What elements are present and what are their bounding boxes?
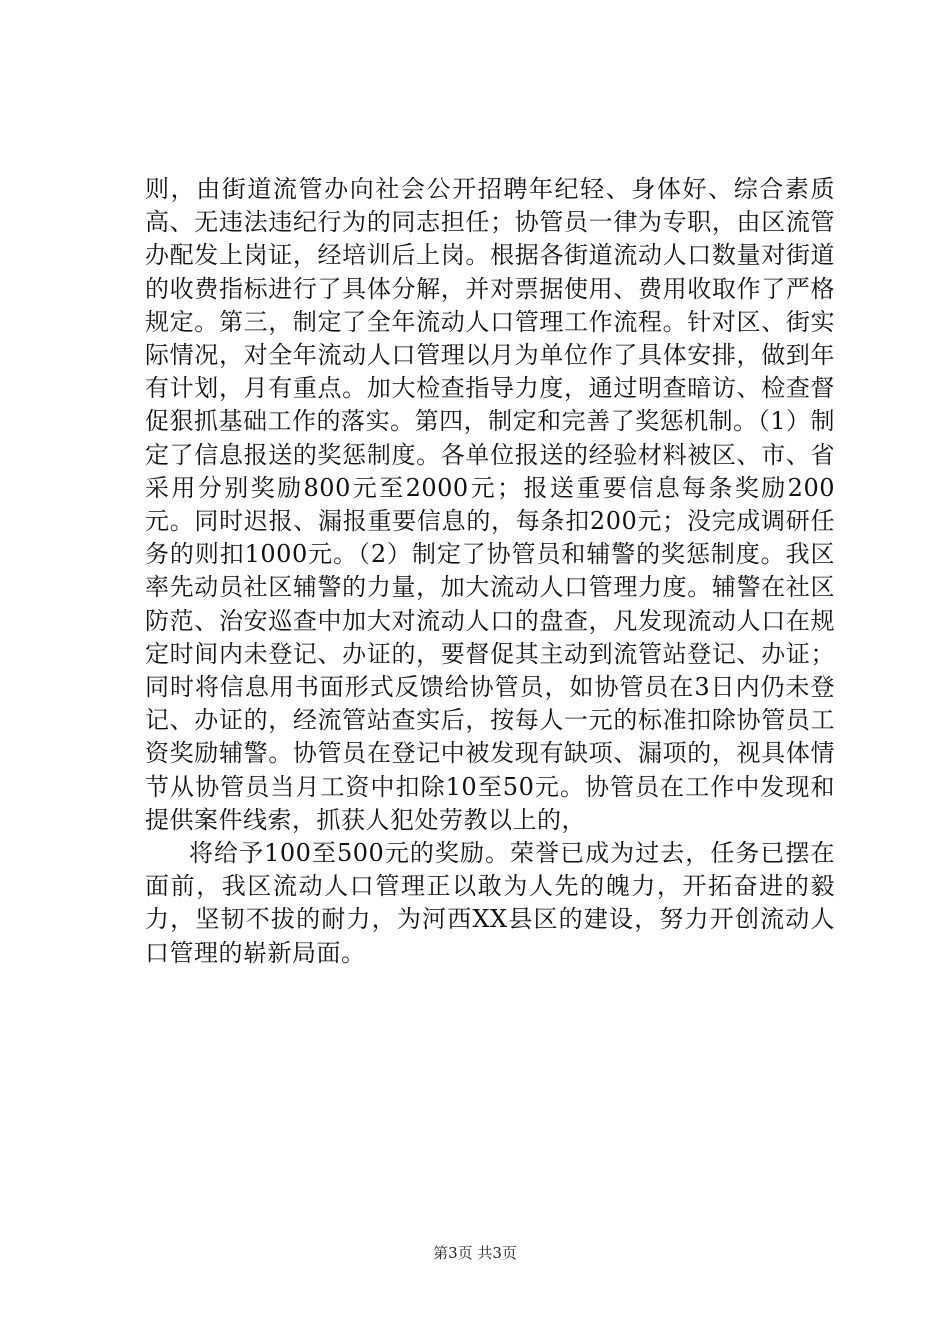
body-paragraph-1: 则，由街道流管办向社会公开招聘年纪轻、身体好、综合素质高、无违法违纪行为的同志担任；协管员一律为专职，由区流管办配发上岗证，经培训后上岗。根据各街道流动人口数量对街道的收费指标进行了具体分解，并对票据使用、费用收取作了严格规定。第三，制定了全年流动人口管理工作流程。针对区、街实际情况，对全年流动人口管理以月为单位作了具体安排，做到年有计划，月有重点。加大检查指导力度，通过明查暗访、检查督促狠抓基础工作的落实。第四，制定和完善了奖惩机制。（1）制定了信息报送的奖惩制度。各单位报送的经验材料被区、市、省采用分别奖励800元至2000元；报送重要信息每条奖励200元。同时迟报、漏报重要信息的，每条扣200元；没完成调研任务的则扣1000元。（2）制定了协管员和辅警的奖惩制度。我区率先动员社区辅警的力量，加大流动人口管理力度。辅警在社区防范、治安巡查中加大对流动人口的盘查，凡发现流动人口在规定时间内未登记、办证的，要督促其主动到流管站登记、办证；同时将信息用书面形式反馈给协管员，如协管员在3日内仍未登记、办证的，经流管站查实后，按每人一元的标准扣除协管员工资奖励辅警。协管员在登记中被发现有缺项、漏项的，视具体情节从协管员当月工资中扣除10至50元。协管员在工作中发现和提供案件线索，抓获人犯处劳教以上的， [145,175,835,834]
body-paragraph-2: 将给予100至500元的奖励。荣誉已成为过去，任务已摆在面前，我区流动人口管理正以敢为人先的魄力，开拓奋进的毅力，坚韧不拔的耐力，为河西XX县区的建设，努力开创流动人口管理的崭新局面。 [145,839,835,967]
document-body [145,173,835,970]
page-number-footer: 第3页 共3页 [433,1244,517,1262]
